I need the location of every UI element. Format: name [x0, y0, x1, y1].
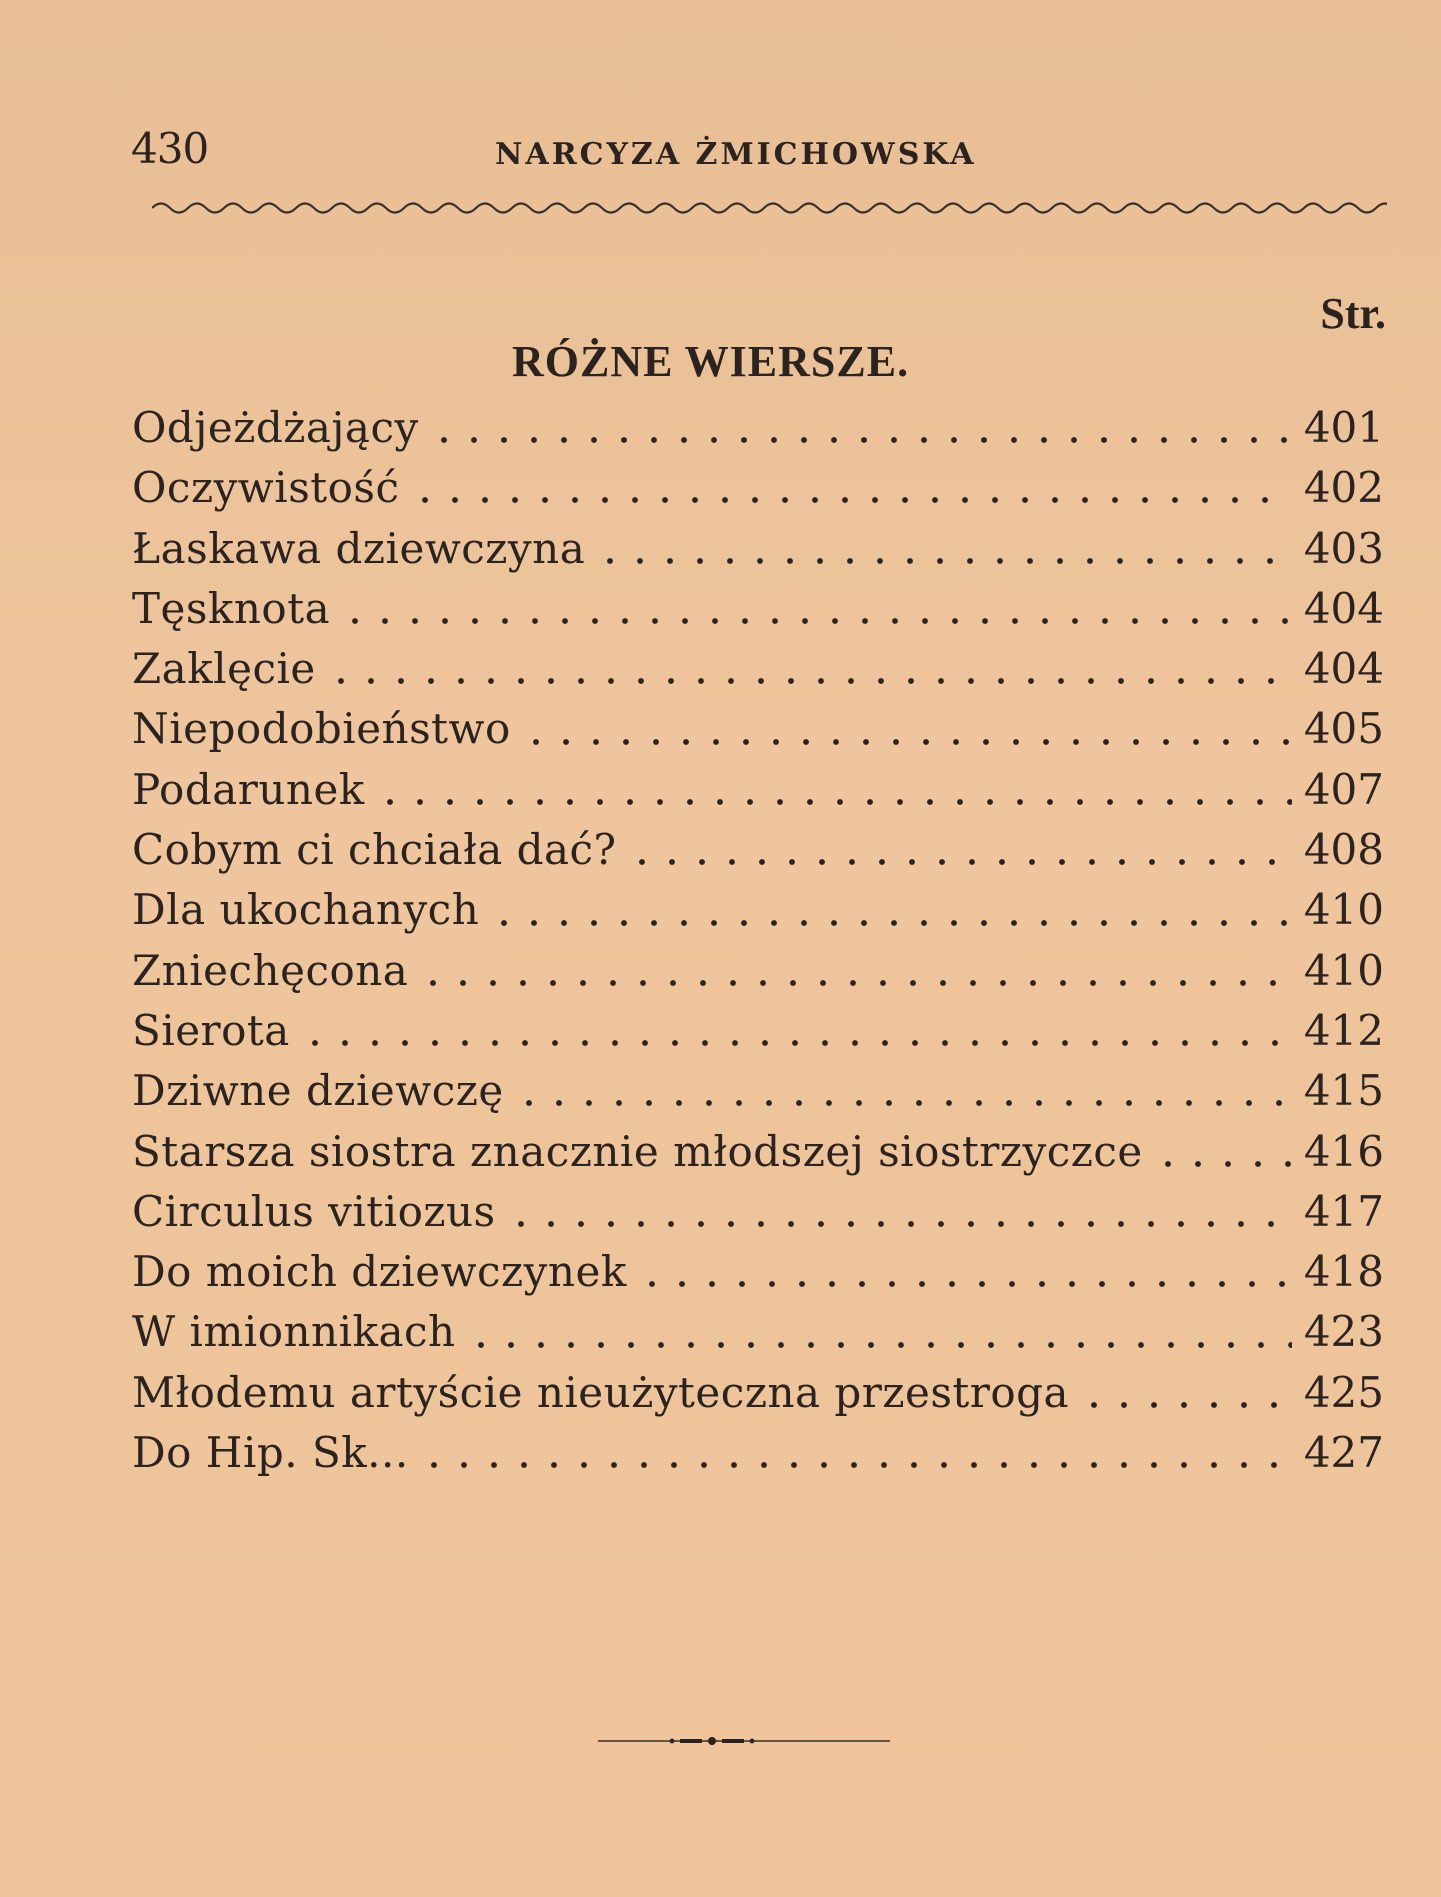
toc-entry — [132, 1061, 1384, 1121]
dot-leader — [300, 1037, 1292, 1049]
toc-entry-page: 402 — [1303, 463, 1384, 513]
toc-entry-title: Zaklęcie — [132, 644, 316, 694]
dot-leader — [627, 856, 1292, 868]
toc-entry-title: Starsza siostra znacznie młodszej siostrzyczce — [132, 1126, 1143, 1176]
dot-leader — [410, 494, 1292, 506]
toc-entry — [132, 880, 1384, 940]
dot-leader — [595, 555, 1292, 567]
toc-entry-page: 412 — [1303, 1005, 1384, 1055]
toc-entry-title: Do moich dziewczynek — [132, 1247, 627, 1297]
toc-entry-page: 407 — [1303, 764, 1384, 814]
toc-entry — [132, 1423, 1384, 1483]
toc-entry-title: Łaskawa dziewczyna — [132, 523, 586, 573]
toc-entry-title: Podarunek — [132, 764, 365, 814]
toc-entry-title: Młodemu artyście nieużyteczna przestroga — [132, 1367, 1070, 1417]
dot-leader — [489, 917, 1292, 929]
toc-entry — [132, 1122, 1384, 1182]
dot-leader — [429, 434, 1292, 446]
toc-entry-title: Dla ukochanych — [132, 885, 480, 935]
toc-entry-page: 423 — [1303, 1307, 1384, 1357]
toc-entry-title: Niepodobieństwo — [132, 704, 511, 754]
dot-leader — [326, 675, 1292, 687]
toc-entry-page: 415 — [1303, 1066, 1384, 1116]
toc-entry-title: Circulus vitiozus — [132, 1186, 496, 1236]
dot-leader — [419, 1459, 1292, 1471]
toc-entry — [132, 760, 1384, 820]
dot-leader — [637, 1278, 1292, 1290]
table-of-contents — [132, 398, 1384, 1483]
toc-entry-page: 404 — [1303, 583, 1384, 633]
toc-entry-title: Sierota — [132, 1005, 290, 1055]
toc-entry-page: 405 — [1303, 704, 1384, 754]
toc-entry-page: 417 — [1303, 1186, 1384, 1236]
toc-entry-title: W imionnikach — [132, 1307, 456, 1357]
dot-leader — [1079, 1399, 1292, 1411]
end-ornament — [598, 1732, 890, 1750]
page-column-label: Str. — [1320, 289, 1386, 338]
toc-entry-page: 416 — [1303, 1126, 1384, 1176]
toc-entry — [132, 1182, 1384, 1242]
toc-entry-title: Zniechęcona — [132, 945, 409, 995]
dot-leader — [1153, 1158, 1292, 1170]
toc-entry-page: 425 — [1303, 1367, 1384, 1417]
toc-entry-page: 427 — [1303, 1428, 1384, 1478]
dot-leader — [418, 977, 1291, 989]
toc-entry-title: Do Hip. Sk... — [132, 1428, 409, 1478]
toc-entry-page: 410 — [1303, 945, 1384, 995]
toc-entry-page: 408 — [1303, 825, 1384, 875]
toc-entry-page: 410 — [1303, 885, 1384, 935]
toc-entry — [132, 941, 1384, 1001]
toc-entry-page: 401 — [1303, 403, 1384, 452]
dot-leader — [375, 796, 1292, 808]
toc-entry — [132, 519, 1384, 579]
page-number: 430 — [131, 124, 209, 173]
dot-leader — [506, 1218, 1292, 1230]
toc-entry-title: Tęsknota — [132, 583, 331, 633]
toc-entry — [132, 579, 1384, 639]
toc-entry — [132, 699, 1384, 759]
toc-entry — [132, 820, 1384, 880]
toc-entry — [132, 458, 1384, 518]
toc-entry — [132, 1363, 1384, 1423]
wavy-rule-divider — [152, 196, 1387, 220]
toc-entry-title: Odjeżdżający — [132, 403, 419, 452]
dot-leader — [340, 615, 1292, 627]
dot-leader — [521, 736, 1292, 748]
running-head: NARCYZA ŻMICHOWSKA — [495, 137, 977, 172]
toc-entry-page: 404 — [1303, 644, 1384, 694]
toc-entry — [132, 398, 1384, 458]
toc-entry — [132, 639, 1384, 699]
toc-entry-title: Dziwne dziewczę — [132, 1066, 504, 1116]
toc-entry-title: Oczywistość — [132, 463, 400, 513]
dot-leader — [466, 1339, 1292, 1351]
section-title: RÓŻNE WIERSZE. — [512, 337, 910, 386]
toc-entry-page: 418 — [1303, 1247, 1384, 1297]
toc-entry-title: Cobym ci chciała dać? — [132, 825, 617, 875]
toc-entry — [132, 1001, 1384, 1061]
toc-entry — [132, 1242, 1384, 1302]
dot-leader — [514, 1097, 1292, 1109]
toc-entry-page: 403 — [1303, 523, 1384, 573]
toc-entry — [132, 1302, 1384, 1362]
